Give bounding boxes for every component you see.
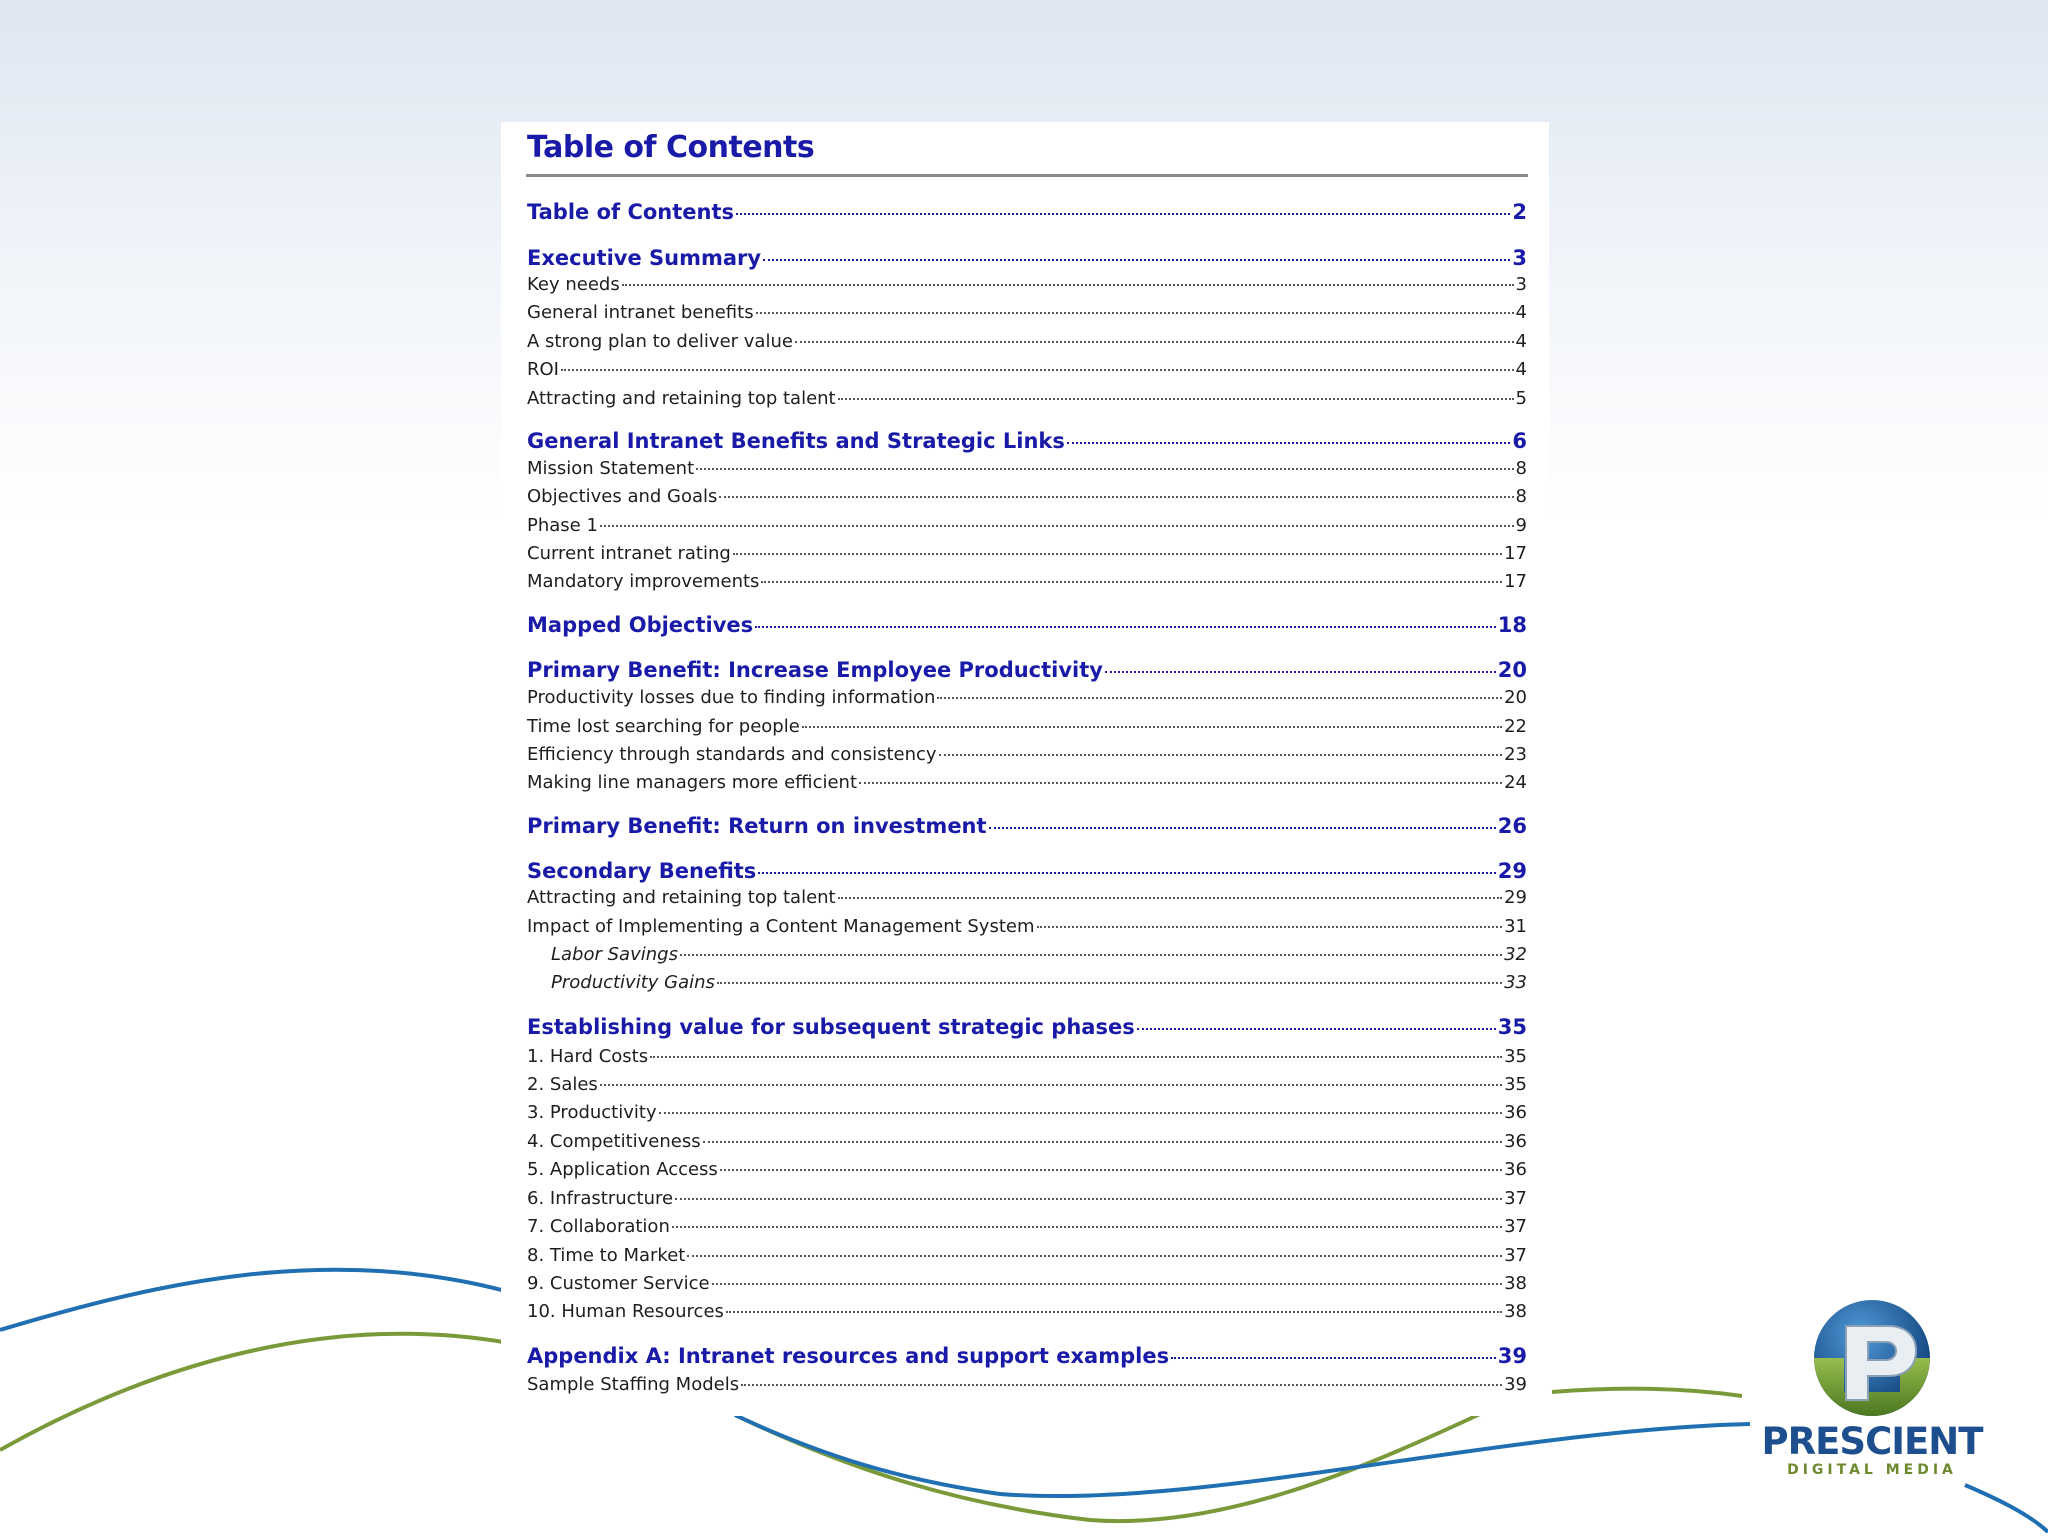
dot-leader xyxy=(736,213,1510,215)
toc-subsection-entry[interactable] xyxy=(527,1074,1527,1095)
toc-entry-title: Labor Savings xyxy=(551,944,678,965)
dot-leader xyxy=(622,284,1514,286)
dot-leader xyxy=(675,1198,1502,1200)
toc-subsection-entry[interactable] xyxy=(527,716,1527,737)
dot-leader xyxy=(696,468,1513,470)
toc-entry-page-number: 17 xyxy=(1504,543,1527,564)
toc-subsection-entry[interactable] xyxy=(527,543,1527,564)
toc-section-entry[interactable] xyxy=(527,859,1527,883)
toc-section-entry[interactable] xyxy=(527,429,1527,453)
dot-leader xyxy=(989,827,1496,829)
dot-leader xyxy=(838,398,1514,400)
green-wave-bottom xyxy=(735,1414,1480,1521)
dot-leader xyxy=(1171,1357,1496,1359)
toc-entry-page-number: 38 xyxy=(1504,1273,1527,1294)
dot-leader xyxy=(600,1084,1502,1086)
toc-entry-page-number: 4 xyxy=(1515,331,1527,352)
dot-leader xyxy=(600,525,1514,527)
dot-leader xyxy=(859,782,1502,784)
toc-subsection-entry[interactable] xyxy=(527,359,1527,380)
toc-entry-page-number: 4 xyxy=(1515,302,1527,323)
toc-subsubsection-entry[interactable] xyxy=(527,972,1527,993)
logo-wordmark: PRESCIENT xyxy=(1761,1420,1983,1463)
toc-subsection-entry[interactable] xyxy=(527,331,1527,352)
toc-entry-title: Time lost searching for people xyxy=(527,716,800,737)
dot-leader xyxy=(712,1283,1503,1285)
toc-entry-title: Mandatory improvements xyxy=(527,571,760,592)
toc-subsection-entry[interactable] xyxy=(527,1273,1527,1294)
dot-leader xyxy=(703,1141,1503,1143)
toc-subsection-entry[interactable] xyxy=(527,1245,1527,1266)
toc-entry-page-number: 17 xyxy=(1504,571,1527,592)
dot-leader xyxy=(1137,1028,1496,1030)
toc-entry-page-number: 35 xyxy=(1504,1046,1527,1067)
toc-entry-title: Phase 1 xyxy=(527,515,598,536)
toc-subsection-entry[interactable] xyxy=(527,744,1527,765)
toc-entry-title: Attracting and retaining top talent xyxy=(527,388,836,409)
dot-leader xyxy=(733,553,1502,555)
toc-entry-title: 8. Time to Market xyxy=(527,1245,686,1266)
toc-subsection-entry[interactable] xyxy=(527,302,1527,323)
toc-entry-page-number: 37 xyxy=(1504,1216,1527,1237)
toc-entry-title: 7. Collaboration xyxy=(527,1216,670,1237)
toc-entry-title: 5. Application Access xyxy=(527,1159,718,1180)
toc-entry-page-number: 22 xyxy=(1504,716,1527,737)
toc-entry-title: Current intranet rating xyxy=(527,543,731,564)
prescient-logo xyxy=(1742,1296,2002,1486)
toc-section-entry[interactable] xyxy=(527,814,1527,838)
toc-entry-page-number: 39 xyxy=(1497,1344,1527,1368)
toc-subsection-entry[interactable] xyxy=(527,1216,1527,1237)
toc-entry-title: A strong plan to deliver value xyxy=(527,331,793,352)
toc-subsection-entry[interactable] xyxy=(527,1188,1527,1209)
dot-leader xyxy=(717,982,1502,984)
toc-entry-page-number: 29 xyxy=(1497,859,1527,883)
toc-heading: Table of Contents xyxy=(527,130,815,165)
toc-entry-title: General Intranet Benefits and Strategic Links xyxy=(527,429,1065,453)
dot-leader xyxy=(937,697,1502,699)
toc-entry-page-number: 23 xyxy=(1504,744,1527,765)
dot-leader xyxy=(761,581,1502,583)
toc-entry-page-number: 8 xyxy=(1515,458,1527,479)
p-globe-icon xyxy=(1810,1296,1934,1420)
dot-leader xyxy=(687,1255,1502,1257)
toc-subsection-entry[interactable] xyxy=(527,388,1527,409)
blue-wave-bottom xyxy=(735,1415,1750,1496)
toc-subsection-entry[interactable] xyxy=(527,1046,1527,1067)
toc-section-entry[interactable] xyxy=(527,1015,1527,1039)
dot-leader xyxy=(659,1112,1502,1114)
blue-wave-left xyxy=(0,1270,520,1330)
toc-entry-page-number: 3 xyxy=(1515,274,1527,295)
toc-entry-title: Primary Benefit: Return on investment xyxy=(527,814,987,838)
toc-subsubsection-entry[interactable] xyxy=(527,944,1527,965)
dot-leader xyxy=(758,872,1495,874)
toc-subsection-entry[interactable] xyxy=(527,887,1527,908)
toc-entry-page-number: 31 xyxy=(1504,916,1527,937)
dot-leader xyxy=(795,341,1514,343)
toc-entry-title: Impact of Implementing a Content Management System xyxy=(527,916,1035,937)
toc-entry-page-number: 2 xyxy=(1512,200,1527,224)
toc-entry-title: Establishing value for subsequent strategic phases xyxy=(527,1015,1135,1039)
toc-subsection-entry[interactable] xyxy=(527,1159,1527,1180)
toc-entry-title: 3. Productivity xyxy=(527,1102,657,1123)
toc-entry-title: Productivity losses due to finding information xyxy=(527,687,936,708)
toc-section-entry[interactable] xyxy=(527,1344,1527,1368)
dot-leader xyxy=(672,1226,1502,1228)
dot-leader xyxy=(720,1169,1502,1171)
toc-section-entry[interactable] xyxy=(527,658,1527,682)
toc-subsection-entry[interactable] xyxy=(527,916,1527,937)
toc-entry-page-number: 36 xyxy=(1504,1159,1527,1180)
toc-entry-title: 9. Customer Service xyxy=(527,1273,710,1294)
toc-entry-title: Making line managers more efficient xyxy=(527,772,858,793)
dot-leader xyxy=(939,754,1503,756)
toc-entry-page-number: 29 xyxy=(1504,887,1527,908)
green-wave-left xyxy=(0,1334,520,1450)
toc-entry-title: Secondary Benefits xyxy=(527,859,757,883)
dot-leader xyxy=(1105,671,1496,673)
toc-entry-page-number: 20 xyxy=(1504,687,1527,708)
blue-wave-right xyxy=(1965,1485,2048,1532)
dot-leader xyxy=(719,496,1513,498)
toc-entry-page-number: 6 xyxy=(1512,429,1527,453)
toc-entry-title: Primary Benefit: Increase Employee Productivity xyxy=(527,658,1103,682)
document-page xyxy=(501,122,1549,1416)
dot-leader xyxy=(802,726,1502,728)
toc-subsection-entry[interactable] xyxy=(527,458,1527,479)
toc-subsection-entry[interactable] xyxy=(527,486,1527,507)
toc-entry-title: Attracting and retaining top talent xyxy=(527,887,836,908)
toc-subsection-entry[interactable] xyxy=(527,687,1527,708)
toc-subsection-entry[interactable] xyxy=(527,571,1527,592)
toc-entry-page-number: 9 xyxy=(1515,515,1527,536)
toc-subsection-entry[interactable] xyxy=(527,1131,1527,1152)
dot-leader xyxy=(1067,442,1511,444)
toc-entry-page-number: 37 xyxy=(1504,1245,1527,1266)
dot-leader xyxy=(838,897,1502,899)
toc-entry-title: Mapped Objectives xyxy=(527,613,754,637)
toc-entry-page-number: 18 xyxy=(1497,613,1527,637)
heading-rule xyxy=(526,174,1528,177)
toc-entry-title: 6. Infrastructure xyxy=(527,1188,674,1209)
dot-leader xyxy=(755,626,1496,628)
dot-leader xyxy=(726,1311,1502,1313)
toc-subsection-entry[interactable] xyxy=(527,1102,1527,1123)
toc-entry-title: Key needs xyxy=(527,274,620,295)
toc-entry-title: Efficiency through standards and consistency xyxy=(527,744,937,765)
toc-entry-page-number: 32 xyxy=(1504,944,1527,965)
toc-entry-page-number: 35 xyxy=(1504,1074,1527,1095)
toc-entry-page-number: 8 xyxy=(1515,486,1527,507)
toc-entry-title: 10. Human Resources xyxy=(527,1301,724,1322)
toc-entry-page-number: 26 xyxy=(1497,814,1527,838)
toc-entry-title: 2. Sales xyxy=(527,1074,598,1095)
toc-entry-title: Mission Statement xyxy=(527,458,695,479)
dot-leader xyxy=(741,1384,1502,1386)
green-wave-right xyxy=(1552,1389,1742,1396)
toc-subsection-entry[interactable] xyxy=(527,515,1527,536)
toc-entry-title: General intranet benefits xyxy=(527,302,754,323)
toc-entry-title: Appendix A: Intranet resources and support examples xyxy=(527,1344,1170,1368)
toc-entry-page-number: 20 xyxy=(1497,658,1527,682)
toc-entry-page-number: 36 xyxy=(1504,1131,1527,1152)
toc-section-entry[interactable] xyxy=(527,200,1527,224)
toc-entry-page-number: 39 xyxy=(1504,1374,1527,1395)
toc-subsection-entry[interactable] xyxy=(527,772,1527,793)
dot-leader xyxy=(680,954,1502,956)
dot-leader xyxy=(756,312,1514,314)
toc-subsection-entry[interactable] xyxy=(527,1301,1527,1322)
toc-entry-page-number: 3 xyxy=(1512,246,1527,270)
toc-entry-title: Productivity Gains xyxy=(551,972,715,993)
toc-entry-page-number: 38 xyxy=(1504,1301,1527,1322)
toc-entry-page-number: 5 xyxy=(1515,388,1527,409)
toc-section-entry[interactable] xyxy=(527,246,1527,270)
toc-subsection-entry[interactable] xyxy=(527,274,1527,295)
toc-entry-title: Executive Summary xyxy=(527,246,762,270)
toc-entry-page-number: 37 xyxy=(1504,1188,1527,1209)
logo-tagline: DIGITAL MEDIA xyxy=(1787,1462,1957,1478)
toc-entry-page-number: 24 xyxy=(1504,772,1527,793)
toc-entry-page-number: 33 xyxy=(1504,972,1527,993)
toc-entry-page-number: 36 xyxy=(1504,1102,1527,1123)
toc-section-entry[interactable] xyxy=(527,613,1527,637)
toc-entry-page-number: 35 xyxy=(1497,1015,1527,1039)
dot-leader xyxy=(561,369,1514,371)
dot-leader xyxy=(763,259,1510,261)
toc-entry-title: Table of Contents xyxy=(527,200,735,224)
toc-entry-title: 1. Hard Costs xyxy=(527,1046,649,1067)
toc-entry-title: Objectives and Goals xyxy=(527,486,718,507)
toc-entry-title: 4. Competitiveness xyxy=(527,1131,701,1152)
toc-entry-title: Sample Staffing Models xyxy=(527,1374,740,1395)
dot-leader xyxy=(650,1056,1502,1058)
toc-subsection-entry[interactable] xyxy=(527,1374,1527,1395)
toc-entry-page-number: 4 xyxy=(1515,359,1527,380)
toc-entry-title: ROI xyxy=(527,359,559,380)
dot-leader xyxy=(1037,926,1503,928)
